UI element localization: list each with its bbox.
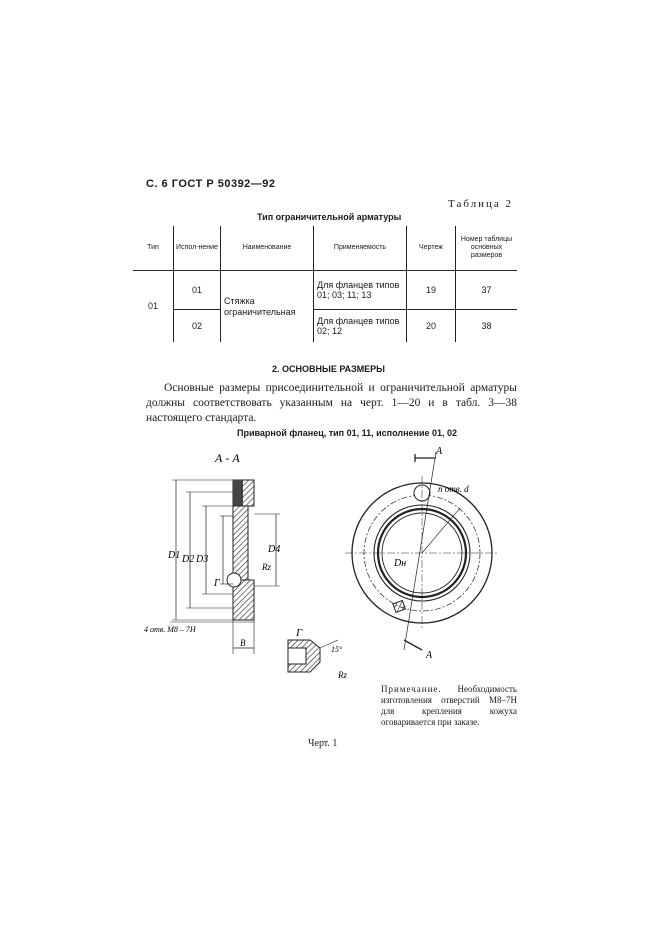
table-row: [133, 271, 517, 310]
applicability-cell: Для фланцев типов 02; 12: [314, 310, 407, 343]
col-header: Наименование: [221, 226, 314, 271]
dn-label: Dн: [394, 558, 407, 569]
bolt-holes-label: 4 отв. М8 – 7Н: [144, 625, 196, 634]
col-header: Чертеж: [407, 226, 456, 271]
detail-circle: [227, 573, 241, 587]
rz-detail-label: Rz: [338, 670, 347, 680]
figure-title: Приварной фланец, тип 01, 11, исполнение 01, 02: [237, 428, 458, 438]
d4-label: D4: [268, 544, 281, 555]
detail-view: [288, 627, 347, 680]
detail-label: Г: [296, 627, 303, 639]
page-header: С. 6 ГОСТ Р 50392—92: [146, 178, 276, 190]
execution-cell: 02: [174, 310, 221, 343]
drawing-note: [381, 684, 517, 728]
applicability-cell: Для фланцев типов 01; 03; 11; 13: [314, 271, 407, 310]
g-label: Г: [214, 578, 220, 589]
table-title: Тип ограничительной арматуры: [257, 212, 402, 222]
marker-bottom: А: [426, 650, 433, 661]
section-title: 2. ОСНОВНЫЕ РАЗМЕРЫ: [272, 364, 385, 374]
size-table-cell: 38: [456, 310, 518, 343]
type-cell: 01: [147, 301, 158, 312]
armature-table: [133, 226, 517, 342]
col-header: Применяемость: [314, 226, 407, 271]
section-view: [144, 451, 280, 654]
front-view: [345, 446, 499, 661]
drawing-cell: 19: [407, 271, 456, 310]
d2-label: D2: [182, 554, 195, 565]
table-row: [133, 310, 517, 343]
note-text: Необходимость изготовления отверстий М8–7Н для крепления кожуха оговаривается при заказе.: [381, 684, 517, 727]
execution-cell: 01: [174, 271, 221, 310]
marker-top: А: [436, 446, 443, 457]
col-header: Тип: [133, 226, 174, 271]
rz-label: Rz: [262, 562, 271, 572]
d1-label: D1: [168, 550, 181, 561]
section-label: А - А: [215, 451, 240, 465]
angle-label: 15°: [331, 645, 343, 654]
body-paragraph: Основные размеры присоединительной и ограничительной арматуры должны соответствовать указанным на черт. 1—20 и в табл. 3—38 настоящего стандарта.: [146, 382, 517, 424]
holes-label: n отв. d: [438, 484, 469, 494]
drawing-cell: 20: [407, 310, 456, 343]
note-lead: Примечание.: [381, 684, 442, 694]
col-header: Испол-нение: [174, 226, 221, 271]
figure-caption: Черт. 1: [308, 738, 338, 749]
col-header: Номер таблицы основных размеров: [456, 226, 518, 271]
flange-drawing: [130, 440, 530, 685]
table-header-row: [133, 226, 517, 271]
table-number: Таблица 2: [448, 198, 514, 210]
b-label: B: [240, 638, 246, 648]
name-cell: Стяжка ограничительная: [221, 271, 314, 343]
d3-label: D3: [196, 554, 209, 565]
size-table-cell: 37: [456, 271, 518, 310]
